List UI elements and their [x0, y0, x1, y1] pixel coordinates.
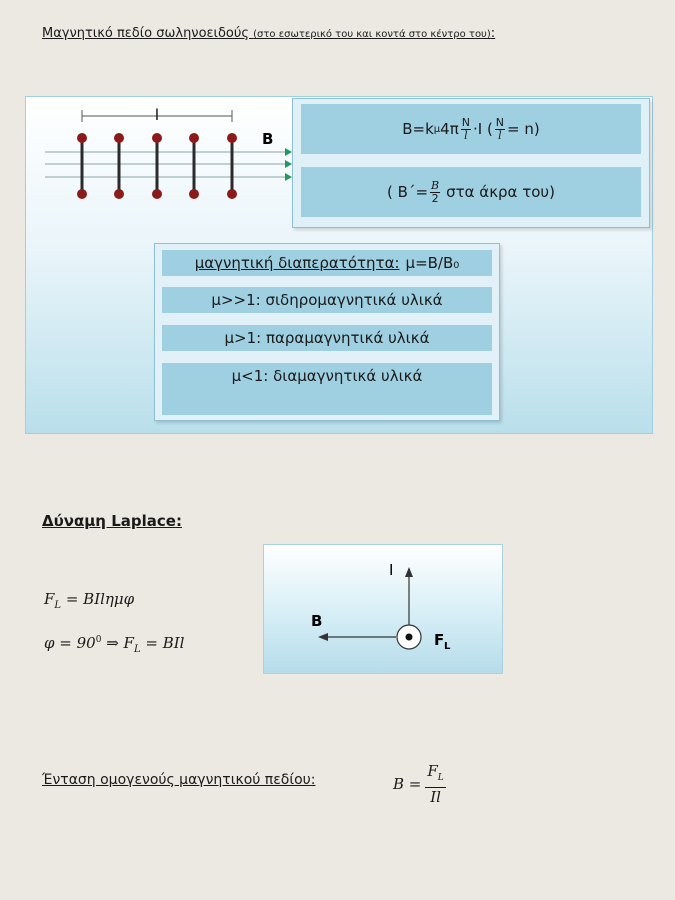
solenoid-subtitle: (στο εσωτερικό του και κοντά στο κέντρο του)	[253, 29, 491, 40]
current-label: I	[389, 561, 394, 579]
fraction-n-over-l-2: $\frac{N}{l}$	[495, 115, 505, 142]
formula-text: ·I (	[472, 120, 493, 138]
fraction-fl-over-il	[425, 762, 445, 806]
section-title-laplace	[42, 512, 182, 530]
list-item: μ<1: διαμαγνητικά υλικά	[162, 363, 492, 415]
solenoid-title-text: Μαγνητικό πεδίο σωληνοειδούς	[42, 26, 250, 41]
eq-text: = BIlημφ	[61, 590, 135, 608]
coil-turns	[77, 133, 237, 199]
formula-text: 4π	[440, 120, 459, 138]
eq-sub: L	[54, 600, 62, 611]
eq-sup: 0	[95, 635, 102, 645]
eq-text: Il	[430, 788, 441, 806]
permeability-formula: μ=B/B₀	[405, 254, 460, 272]
permeability-header-text: μαγνητική διαπερατότητα:	[194, 254, 400, 272]
section-title-solenoid	[42, 26, 495, 41]
force-dot	[406, 634, 413, 641]
uniform-field-formula	[393, 762, 446, 806]
permeability-box	[154, 243, 500, 421]
title-colon: :	[490, 26, 496, 41]
edge-field-formula	[301, 167, 641, 217]
fraction-n-over-l: $\frac{N}{l}$	[461, 115, 470, 142]
fraction-b-over-2: $\frac{B}{2}$	[431, 178, 440, 205]
eq-sub: L	[437, 773, 444, 783]
arrow-head-icon	[285, 173, 292, 181]
uniform-field-title-text: Ένταση ομογενούς μαγνητικού πεδίου	[42, 772, 311, 788]
coil-turn	[189, 133, 199, 199]
formula-text: ( B΄=	[387, 183, 429, 201]
solenoid-formula-box	[292, 98, 650, 228]
arrow-left-icon	[318, 633, 328, 641]
title-colon: :	[310, 772, 316, 788]
permeability-header	[162, 250, 492, 276]
field-vector-label: B	[311, 612, 323, 630]
eq-text: ⇒ F	[101, 634, 134, 652]
eq-text: F	[427, 762, 438, 780]
formula-text: = n)	[507, 120, 540, 138]
title-colon: :	[175, 512, 182, 530]
list-item: μ>1: παραμαγνητικά υλικά	[162, 325, 492, 351]
eq-text: B =	[393, 775, 422, 793]
formula-text: στα άκρα του)	[446, 183, 555, 201]
length-label: l	[154, 106, 160, 124]
formula-sub: μ	[433, 123, 441, 135]
force-label-sub: L	[444, 641, 451, 652]
solenoid-diagram	[30, 100, 295, 210]
arrow-head-icon	[285, 160, 292, 168]
laplace-equation	[44, 590, 134, 611]
field-formula	[301, 104, 641, 154]
eq-sub: L	[133, 644, 141, 655]
field-label: B	[262, 130, 274, 148]
eq-text: φ = 90	[44, 634, 96, 652]
coil-turn	[152, 133, 162, 199]
laplace-figure	[263, 544, 503, 674]
formula-text: B=k	[402, 120, 434, 138]
eq-text: = BIl	[140, 634, 185, 652]
eq-text: F	[44, 590, 55, 608]
coil-turn	[227, 133, 237, 199]
coil-turn	[114, 133, 124, 199]
laplace-perpendicular-equation	[44, 634, 184, 655]
arrow-head-icon	[285, 148, 292, 156]
arrow-up-icon	[405, 567, 413, 577]
uniform-field-title	[42, 772, 316, 788]
coil-turn	[77, 133, 87, 199]
laplace-title-text: Δύναμη Laplace	[42, 512, 176, 530]
force-label: F	[434, 631, 445, 649]
list-item: μ>>1: σιδηρομαγνητικά υλικά	[162, 287, 492, 313]
laplace-vector-diagram	[264, 545, 504, 675]
